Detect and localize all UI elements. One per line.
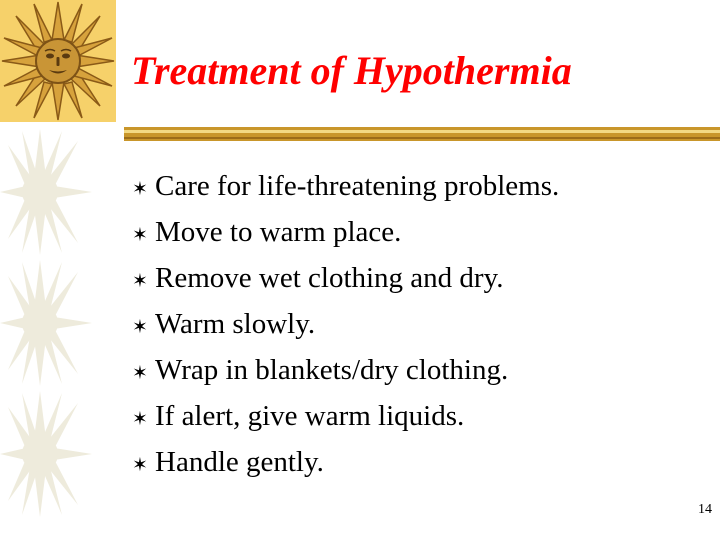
sun-star-watermark-icon: [0, 258, 94, 388]
bullet-star-icon: ✶: [132, 454, 148, 476]
bullet-star-icon: ✶: [132, 178, 148, 200]
bullet-text: Handle gently.: [155, 446, 324, 478]
title-divider: [124, 127, 720, 141]
bullet-text: Move to warm place.: [155, 216, 402, 248]
bullet-item: [132, 347, 559, 393]
bullet-item: [132, 393, 559, 439]
bullet-item: [132, 209, 559, 255]
bullet-star-icon: ✶: [132, 408, 148, 430]
bullet-text: If alert, give warm liquids.: [155, 400, 465, 432]
bullet-star-icon: ✶: [132, 316, 148, 338]
bullet-star-icon: ✶: [132, 362, 148, 384]
bullet-text: Warm slowly.: [155, 308, 316, 340]
sun-star-watermark-icon: [0, 127, 94, 257]
bullet-item: [132, 439, 559, 485]
bullet-item: [132, 255, 559, 301]
bullet-text: Wrap in blankets/dry clothing.: [155, 354, 509, 386]
bullet-text: Care for life-threatening problems.: [155, 170, 560, 202]
bullet-item: [132, 163, 559, 209]
bullet-star-icon: ✶: [132, 270, 148, 292]
sun-face-icon: [0, 0, 116, 122]
bullet-text: Remove wet clothing and dry.: [155, 262, 504, 294]
bullet-list: [132, 163, 559, 485]
bullet-item: [132, 301, 559, 347]
page-number: 14: [698, 502, 712, 517]
slide-title: Treatment of Hypothermia: [131, 48, 572, 93]
bullet-star-icon: ✶: [132, 224, 148, 246]
sun-star-watermark-icon: [0, 389, 94, 519]
